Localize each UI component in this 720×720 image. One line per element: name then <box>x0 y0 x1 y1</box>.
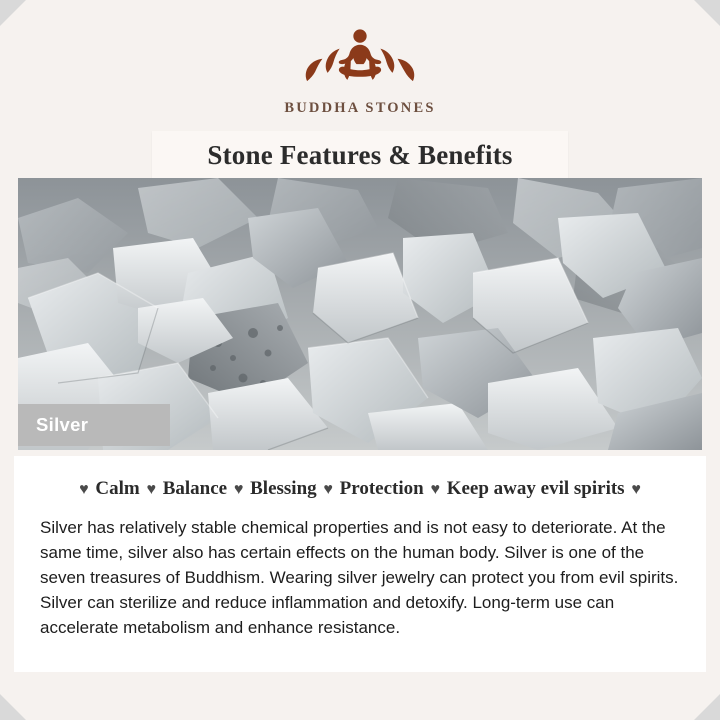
keyword-balance: Balance <box>162 478 228 499</box>
photo-caption-label: Silver <box>36 414 89 435</box>
page-title: Stone Features & Benefits <box>207 139 513 170</box>
heart-icon: ♥ <box>79 481 89 498</box>
keyword-calm: Calm <box>95 478 140 499</box>
benefits-description: Silver has relatively stable chemical properties and is not easy to deteriorate. At the same time, silver also has certain effects on the human body. Silver is one of the seven treasures of Buddhism. Wearing silver jewelry can protect you from evil spirits. Silver can sterilize and reduce inflammation and detoxify. Long-term use can accelerate metabolism and enhance resistance. <box>40 518 679 637</box>
title-band <box>152 131 568 179</box>
brand-name: BUDDHA STONES <box>284 100 436 116</box>
keyword-protection: Protection <box>339 478 424 499</box>
heart-icon: ♥ <box>430 481 440 498</box>
heart-icon: ♥ <box>323 481 333 498</box>
benefits-card <box>14 456 706 672</box>
heart-icon: ♥ <box>631 481 641 498</box>
heart-icon: ♥ <box>233 481 244 498</box>
corner-accent-bottom-right <box>694 694 720 720</box>
brand-header <box>0 22 720 117</box>
keyword-list <box>40 478 680 500</box>
keyword-blessing: Blessing <box>250 478 317 499</box>
lotus-meditation-icon <box>280 22 440 94</box>
corner-accent-bottom-left <box>0 694 26 720</box>
heart-icon: ♥ <box>146 481 156 498</box>
keyword-keep-away-evil-spirits: Keep away evil spirits <box>446 478 625 499</box>
photo-caption-tab <box>18 404 170 446</box>
